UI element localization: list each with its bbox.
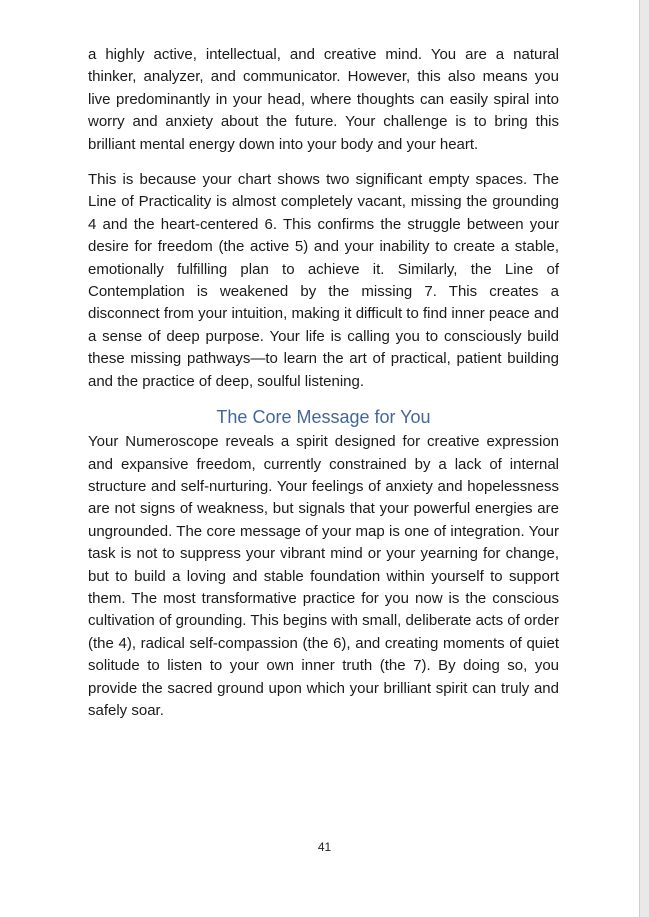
section-paragraph: Your Numeroscope reveals a spirit designed for creative expression and expansive freedom, currently constrained by a lack of internal structure and self-nurturing. Your feelings of anxiety and hopelessness are not signs of weakness, but signals that your powerful energies are ungrounded. The core message of your map is one of integration. Your task is not to suppress your vibrant mind or your yearning for change, but to build a loving and stable foundation within yourself to support them. The most transformative practice for you now is the conscious cultivation of grounding. This begins with small, deliberate acts of order (the 4), radical self-compassion (the 6), and creating moments of quiet solitude to listen to your own inner truth (the 7). By doing so, you provide the sacred ground upon which your brilliant spirit can truly and safely soar. <box>88 433 559 719</box>
page-number: 41 <box>317 840 332 854</box>
section-heading: The Core Message for You <box>216 407 431 428</box>
body-paragraph-1: a highly active, intellectual, and creative mind. You are a natural thinker, analyzer, and communicator. However, this also means you live predominantly in your head, where thoughts can easily spiral into worry and anxiety about the future. Your challenge is to bring this brilliant mental energy down into your body and your heart. <box>88 46 559 153</box>
page-edge-shadow <box>639 0 649 917</box>
page-body <box>88 44 559 722</box>
body-paragraph-2: This is because your chart shows two significant empty spaces. The Line of Practicality is almost completely vacant, missing the grounding 4 and the heart-centered 6. This confirms the struggle between your desire for freedom (the active 5) and your inability to create a stable, emotionally fulfilling plan to achieve it. Similarly, the Line of Contemplation is weakened by the missing 7. This creates a disconnect from your intuition, making it difficult to find inner peace and a sense of deep purpose. Your life is calling you to consciously build these missing pathways—to learn the art of practical, patient building and the practice of deep, soulful listening. <box>88 171 559 390</box>
